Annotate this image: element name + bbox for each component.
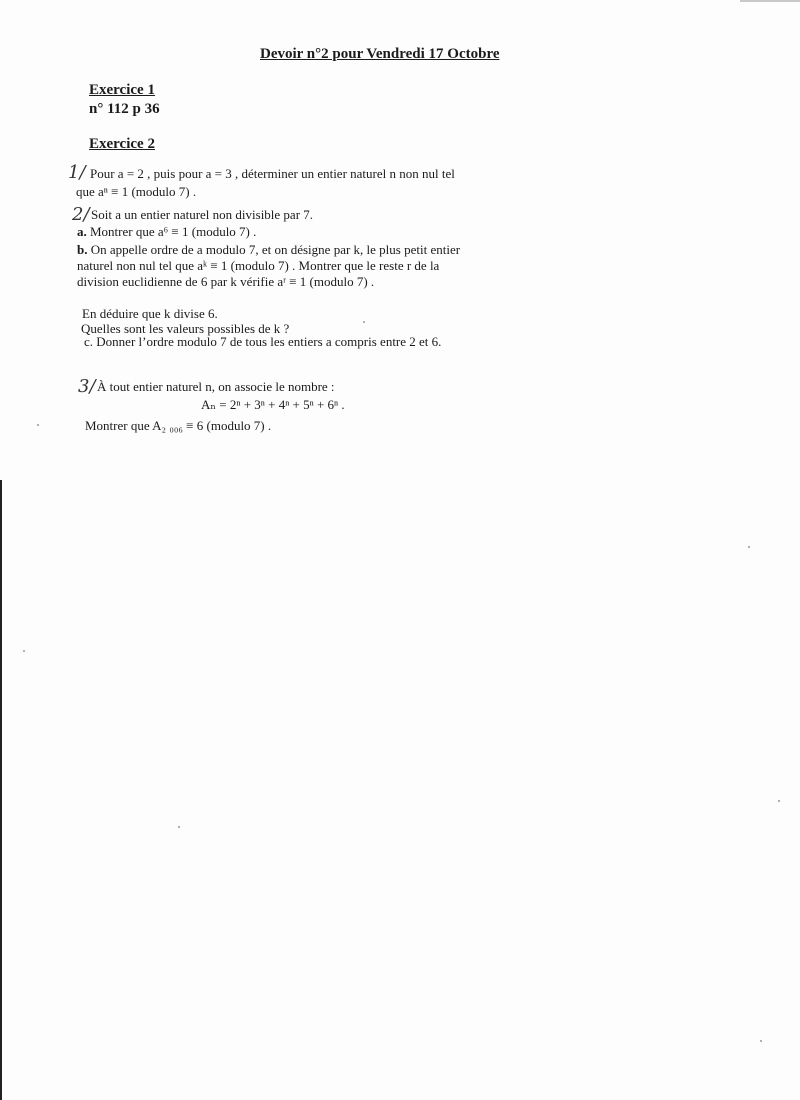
question-2a [77,224,256,240]
question-2-deduce: En déduire que k divise 6. [82,306,218,321]
question-3-formula: Aₙ = 2ⁿ + 3ⁿ + 4ⁿ + 5ⁿ + 6ⁿ . [201,397,345,412]
question-2b-text-1: On appelle ordre de a modulo 7, et on désigne par k, le plus petit entier [90,242,461,257]
page-title: Devoir n°2 pour Vendredi 17 Octobre [260,46,500,62]
question-2-values: Quelles sont les valeurs possibles de k ? [81,321,290,336]
question-1-line-1: Pour a = 2 , puis pour a = 3 , déterminer un entier naturel n non nul tel [90,166,455,181]
question-2b-label: b. [77,242,88,257]
exercise-1-heading: Exercice 1 [89,82,155,98]
question-2b-line-3: division euclidienne de 6 par k vérifie aʳ ≡ 1 (modulo 7) . [77,274,375,289]
question-1-number: 1/ [68,162,86,183]
question-2a-text: Montrer que a⁶ ≡ 1 (modulo 7) . [90,224,257,239]
scan-speck [363,321,365,323]
question-2b-line-2: naturel non nul tel que aᵏ ≡ 1 (modulo 7) . Montrer que le reste r de la [77,258,440,273]
scan-speck [748,546,750,548]
question-3-number: 3/ [78,376,96,397]
question-2a-label: a. [77,224,87,239]
scan-speck [23,650,25,652]
question-2-number: 2/ [72,204,90,225]
question-2-intro: Soit a un entier naturel non divisible par 7. [91,207,314,222]
exercise-2-heading: Exercice 2 [89,136,155,152]
scan-edge-left [0,480,2,1100]
question-2c [84,334,441,350]
scan-speck [778,800,780,802]
scan-speck [37,424,39,426]
scan-speck [760,1040,762,1042]
scan-speck [178,826,180,828]
scan-edge-top [740,0,800,2]
question-2c-text: Donner l’ordre modulo 7 de tous les entiers a compris entre 2 et 6. [96,334,442,349]
question-1-line-2: que aⁿ ≡ 1 (modulo 7) . [76,184,197,199]
question-2c-label: c. [84,334,94,349]
question-3-intro: À tout entier naturel n, on associe le nombre : [97,379,335,394]
question-2b-line-1 [77,242,460,258]
exercise-1-reference: n° 112 p 36 [89,101,160,117]
question-3-show: Montrer que A₂ ₀₀₆ ≡ 6 (modulo 7) . [85,418,272,433]
